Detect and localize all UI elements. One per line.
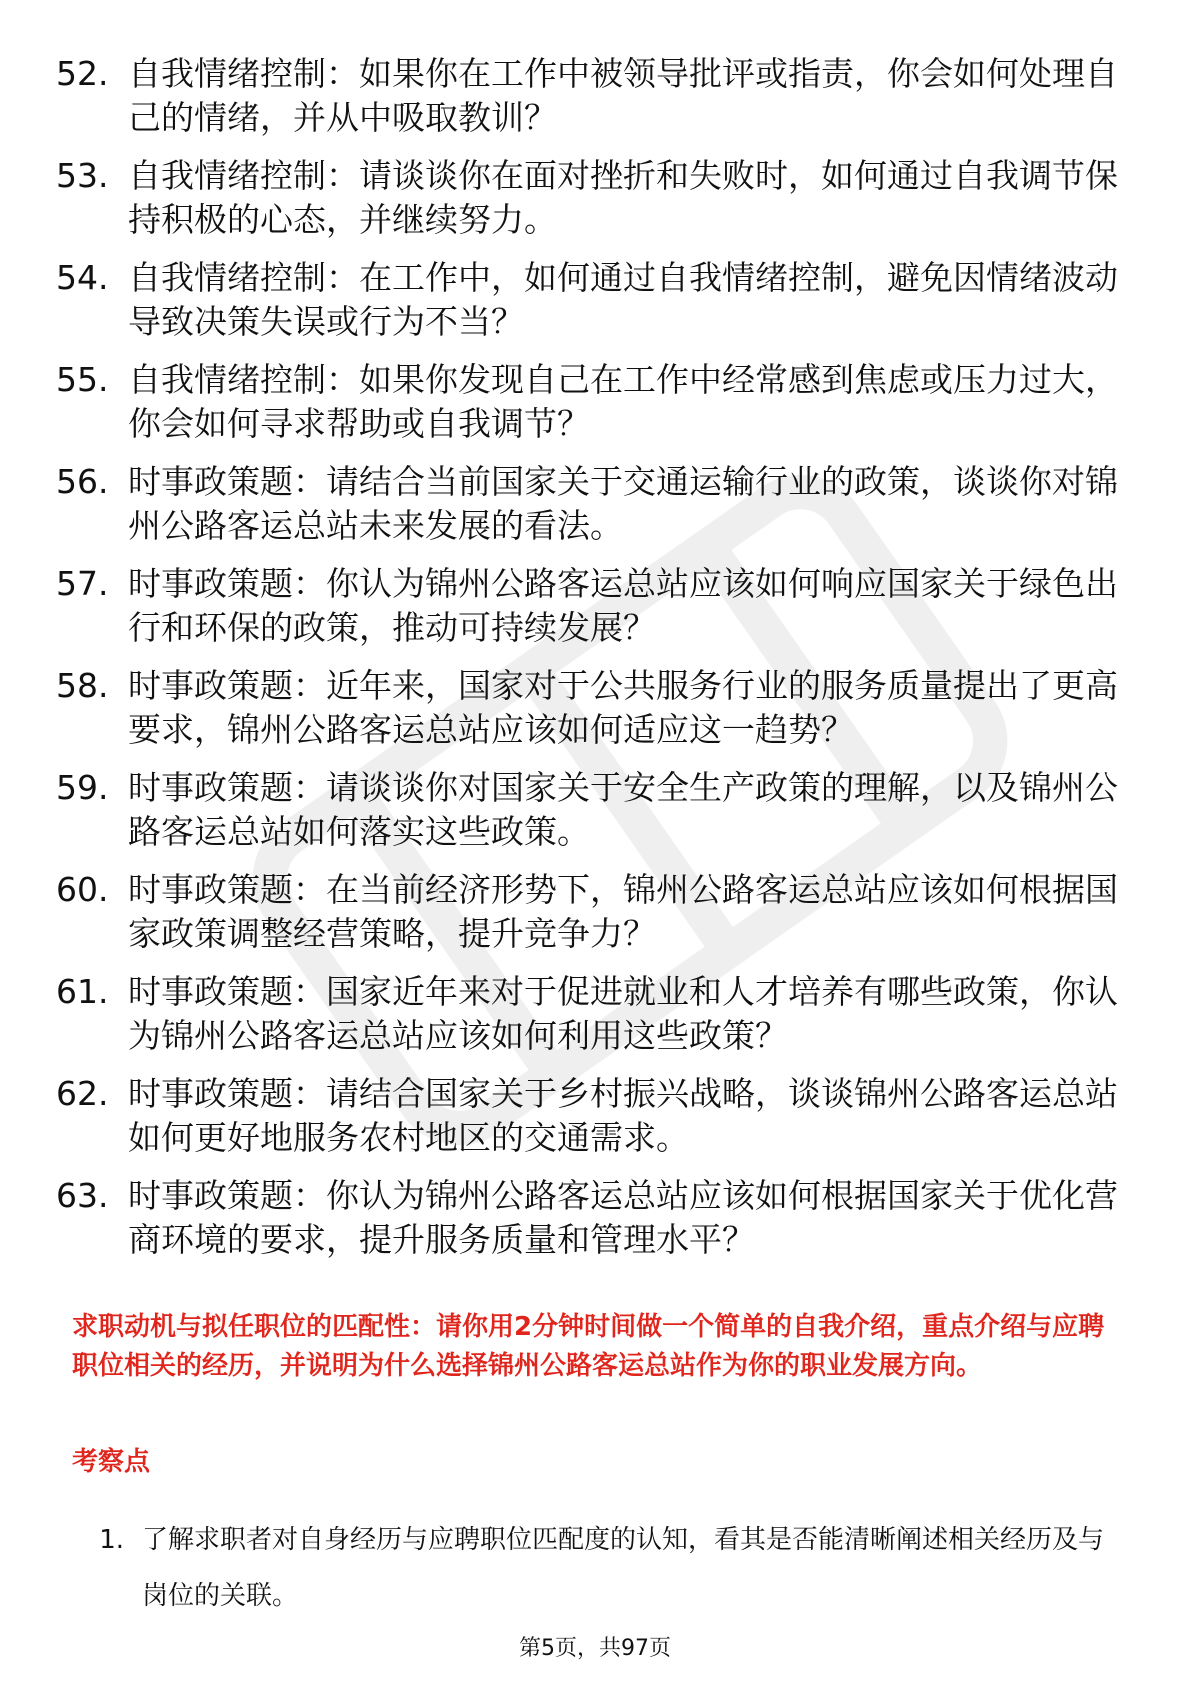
question-number: 63. bbox=[56, 1176, 109, 1215]
assessment-points-list bbox=[72, 1512, 1122, 1624]
question-text: 时事政策题：在当前经济形势下，锦州公路客运总站应该如何根据国家政策调整经营策略，提升竞争力？ bbox=[128, 870, 1118, 953]
question-number: 52. bbox=[56, 54, 109, 93]
question-item bbox=[56, 154, 1136, 242]
question-number: 56. bbox=[56, 462, 109, 501]
question-item bbox=[56, 1174, 1136, 1262]
section-heading: 考察点 bbox=[72, 1447, 151, 1477]
question-number: 60. bbox=[56, 870, 109, 909]
question-text: 自我情绪控制：如果你发现自己在工作中经常感到焦虑或压力过大，你会如何寻求帮助或自我调节？ bbox=[128, 360, 1118, 443]
question-item bbox=[56, 256, 1136, 344]
question-item bbox=[56, 868, 1136, 956]
question-number: 57. bbox=[56, 564, 109, 603]
question-item bbox=[56, 52, 1136, 140]
question-text: 自我情绪控制：请谈谈你在面对挫折和失败时，如何通过自我调节保持积极的心态，并继续努力。 bbox=[128, 156, 1118, 239]
point-text: 了解求职者对自身经历与应聘职位匹配度的认知，看其是否能清晰阐述相关经历及与岗位的关联。 bbox=[142, 1525, 1105, 1611]
question-item bbox=[56, 1072, 1136, 1160]
question-text: 时事政策题：近年来，国家对于公共服务行业的服务质量提出了更高要求，锦州公路客运总站应该如何适应这一趋势？ bbox=[128, 666, 1118, 749]
question-text: 时事政策题：请谈谈你对国家关于安全生产政策的理解，以及锦州公路客运总站如何落实这些政策。 bbox=[128, 768, 1118, 851]
page-footer: 第5页，共97页 bbox=[519, 1636, 671, 1661]
question-item bbox=[56, 562, 1136, 650]
question-item bbox=[56, 460, 1136, 548]
list-item bbox=[72, 1512, 1122, 1624]
point-number: 1. bbox=[99, 1525, 124, 1555]
question-number: 59. bbox=[56, 768, 109, 807]
question-number: 61. bbox=[56, 972, 109, 1011]
question-text: 时事政策题：你认为锦州公路客运总站应该如何响应国家关于绿色出行和环保的政策，推动可持续发展？ bbox=[128, 564, 1118, 647]
question-text: 时事政策题：你认为锦州公路客运总站应该如何根据国家关于优化营商环境的要求，提升服务质量和管理水平？ bbox=[128, 1176, 1118, 1259]
question-number: 58. bbox=[56, 666, 109, 705]
question-number: 53. bbox=[56, 156, 109, 195]
question-item bbox=[56, 664, 1136, 752]
question-text: 自我情绪控制：如果你在工作中被领导批评或指责，你会如何处理自己的情绪，并从中吸取教训？ bbox=[128, 54, 1118, 137]
question-number: 62. bbox=[56, 1074, 109, 1113]
question-text: 时事政策题：请结合当前国家关于交通运输行业的政策，谈谈你对锦州公路客运总站未来发展的看法。 bbox=[128, 462, 1118, 545]
question-text: 时事政策题：请结合国家关于乡村振兴战略，谈谈锦州公路客运总站如何更好地服务农村地区的交通需求。 bbox=[128, 1074, 1118, 1157]
interview-prompt: 求职动机与拟任职位的匹配性：请你用2分钟时间做一个简单的自我介绍，重点介绍与应聘职位相关的经历，并说明为什么选择锦州公路客运总站作为你的职业发展方向。 bbox=[72, 1312, 1105, 1381]
question-item bbox=[56, 970, 1136, 1058]
question-item bbox=[56, 766, 1136, 854]
question-number: 54. bbox=[56, 258, 109, 297]
question-item bbox=[56, 358, 1136, 446]
question-text: 时事政策题：国家近年来对于促进就业和人才培养有哪些政策，你认为锦州公路客运总站应该如何利用这些政策？ bbox=[128, 972, 1118, 1055]
question-list bbox=[56, 52, 1136, 1276]
question-text: 自我情绪控制：在工作中，如何通过自我情绪控制，避免因情绪波动导致决策失误或行为不当？ bbox=[128, 258, 1118, 341]
question-number: 55. bbox=[56, 360, 109, 399]
